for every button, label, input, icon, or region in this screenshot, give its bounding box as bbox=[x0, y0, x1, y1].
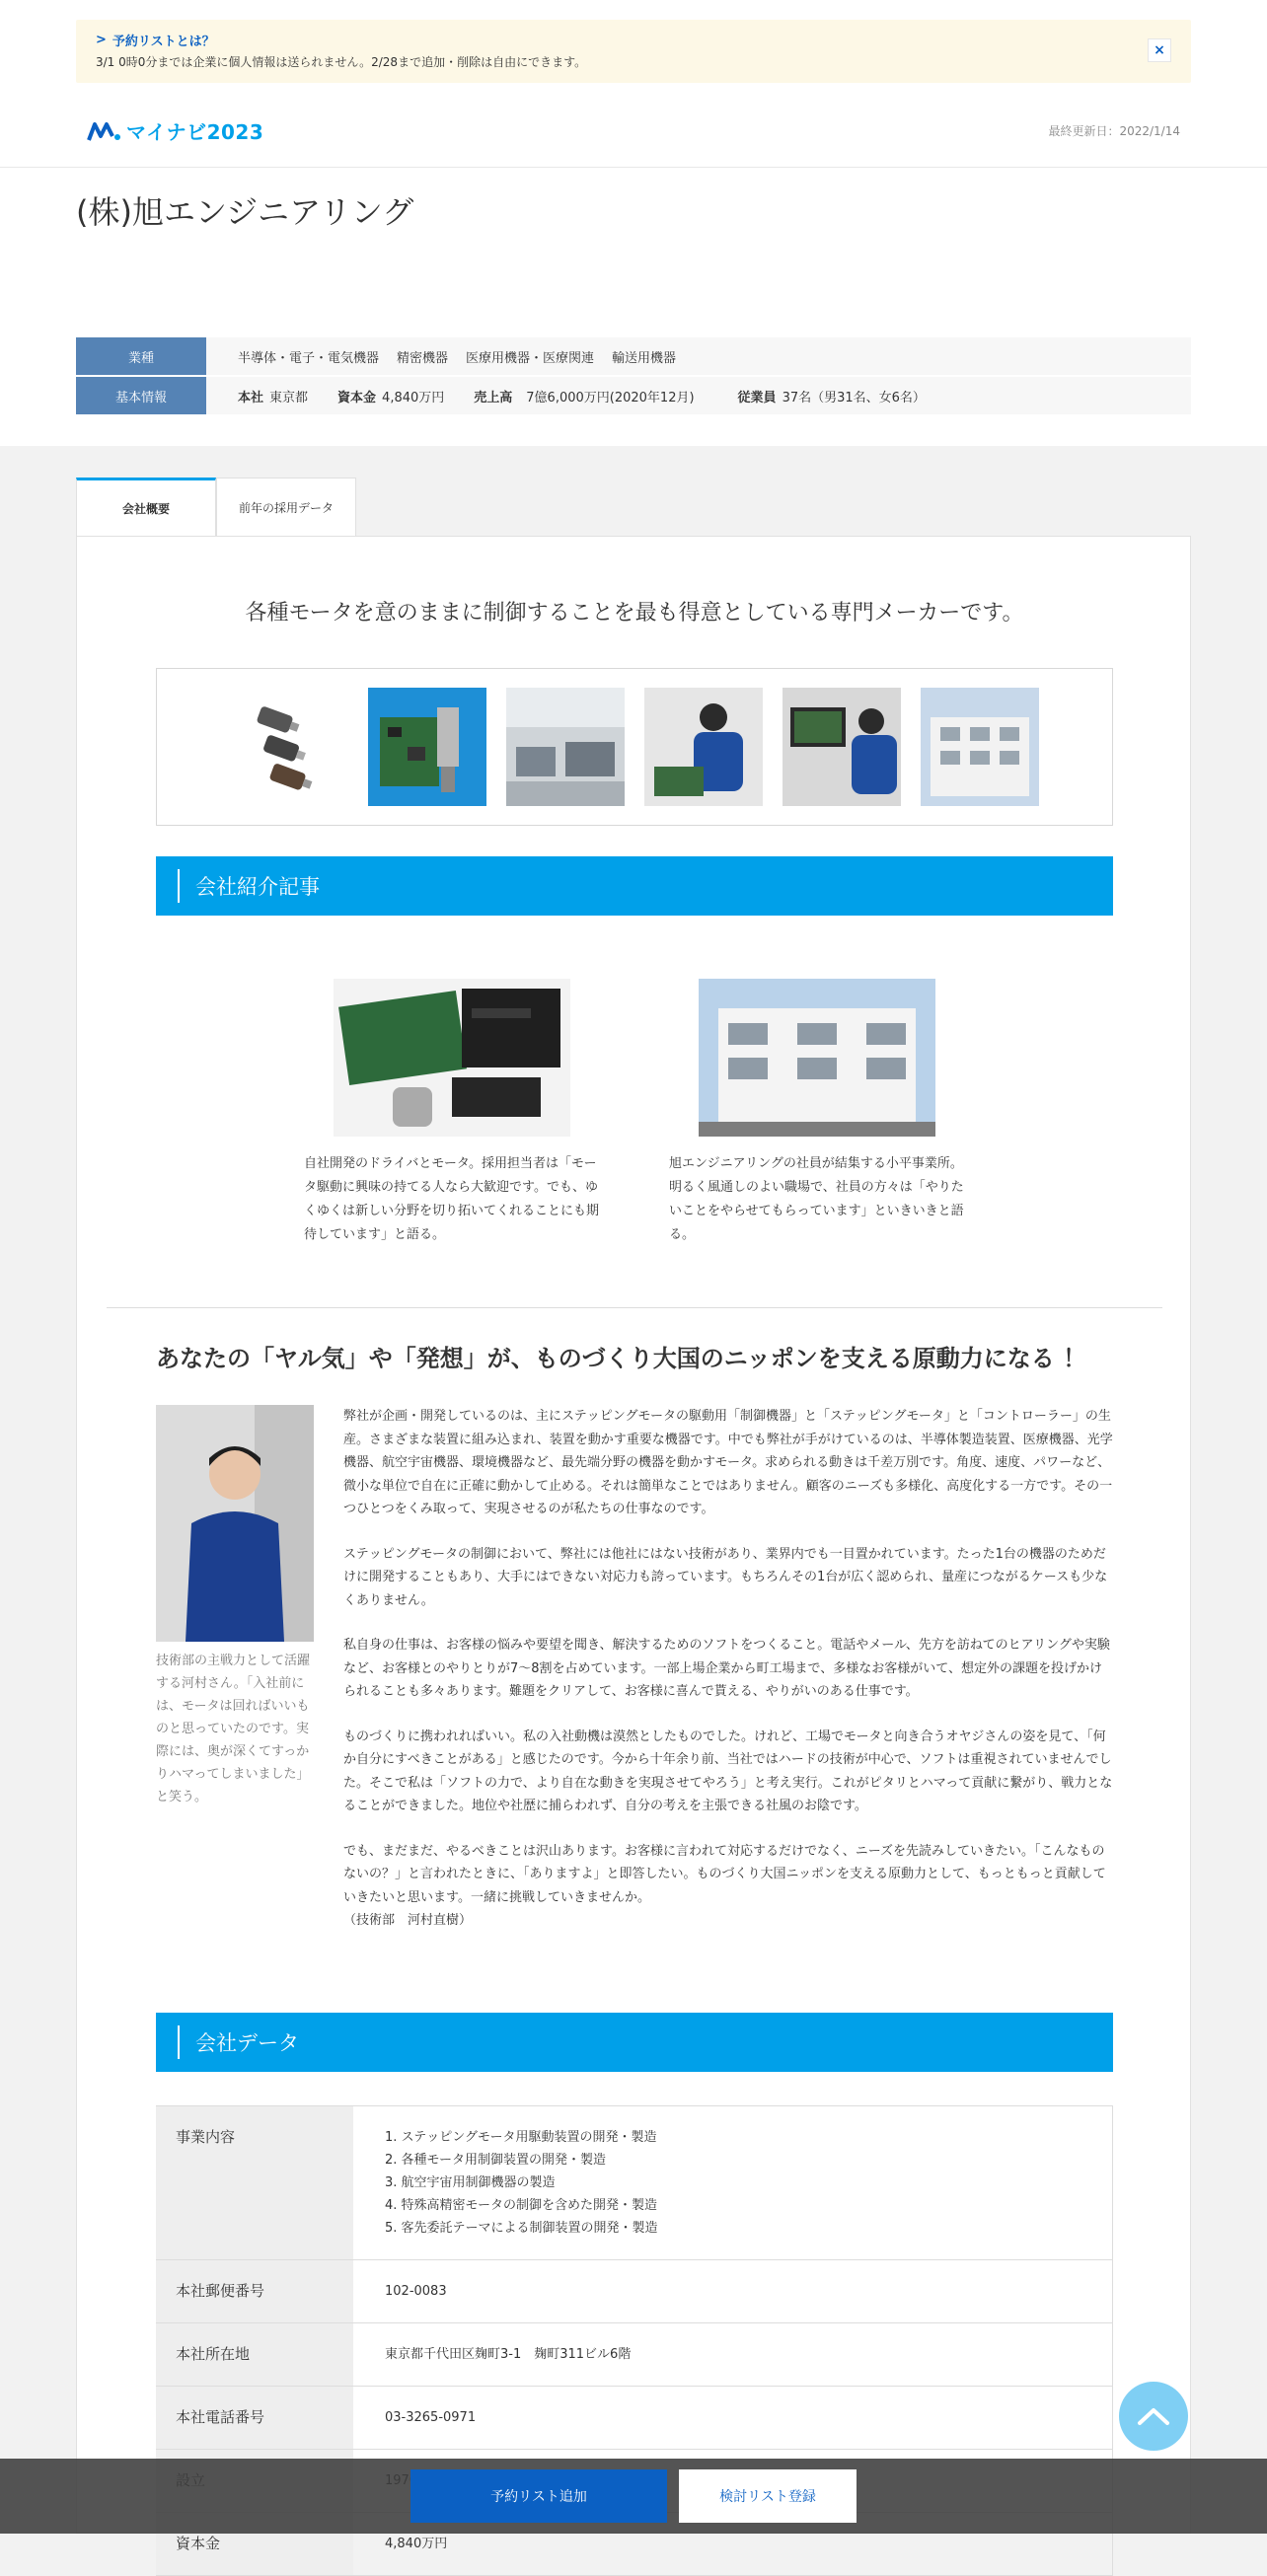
article-text: 旭エンジニアリングの社員が結集する小平事業所。明るく風通しのよい職場で、社員の方々は「やりたいことをやらせてもらっています」といきいきと語る。 bbox=[669, 1156, 964, 1242]
office-photo[interactable] bbox=[506, 688, 625, 806]
row-value: 1. ステッピングモータ用駆動装置の開発・製造 2. 各種モータ用制御装置の開発・製造 3. 航空宇宙用制御機器の製造 4. 特殊高精密モータの制御を含めた開発・製造 5. 客先委託テーマによる制御装置の開発・製造 bbox=[353, 2106, 1113, 2259]
mynavi-logo[interactable] bbox=[87, 116, 263, 145]
employees-info: 従業員 37名（男31名、女6名） bbox=[737, 390, 926, 405]
industry-label: 業種 bbox=[76, 337, 206, 375]
kodaira-office-photo[interactable] bbox=[699, 979, 935, 1137]
message-paragraph: ものづくりに携われればいい。私の入社動機は漠然としたものでした。けれど、工場でモータと向き合うオヤジさんの姿を見て、「何か自分にすべきことがある」と感じたのです。今から十年余り前、当社ではハードの技術が中心で、ソフトは重視されていませんでした。そこで私は「ソフトの力で、より自在な動きを実現させてやろう」と考え実行。これがピタリとハマって貢献に繋がり、戦力となることができました。地位や社歴に捕らわれず、自分の考えを主張できる社風のお陰です。 bbox=[343, 1729, 1113, 1813]
tab-bar bbox=[76, 478, 356, 537]
hq-info: 本社 東京都 bbox=[238, 390, 309, 405]
message-paragraph: ステッピングモータの制御において、弊社には他社にはない技術があり、業界内でも一目置かれています。たった1台の機器のためだけに開発することもあり、大手にはできない対応力も誇っています。もちろんその1台が広く認められ、量産につながるケースも少なくありません。 bbox=[343, 1546, 1108, 1608]
driver-motor-photo[interactable] bbox=[334, 979, 570, 1137]
capital-info: 資本金 4,840万円 bbox=[337, 390, 445, 405]
photo-gallery bbox=[156, 668, 1113, 826]
section-heading-message: あなたの「ヤル気」や「発想」が、ものづくり大国のニッポンを支える原動力になる ！ bbox=[156, 1345, 1087, 1372]
notice-banner bbox=[76, 20, 1191, 83]
row-label: 本社郵便番号 bbox=[156, 2260, 353, 2322]
chevron-up-icon bbox=[1137, 2406, 1170, 2426]
table-row bbox=[156, 2323, 1113, 2387]
logo-mark-icon bbox=[87, 120, 122, 142]
logo-text: マイナビ2023 bbox=[126, 120, 264, 144]
employee-profile bbox=[156, 1405, 314, 1808]
section-heading-company-data: 会社データ bbox=[156, 2013, 1113, 2072]
article-item[interactable] bbox=[304, 979, 600, 1247]
sales-info: 売上高 7億6,000万円(2020年12月) bbox=[474, 390, 695, 405]
industry-row bbox=[76, 337, 1191, 375]
row-value: 03-3265-0971 bbox=[353, 2387, 1113, 2449]
motor-photo[interactable] bbox=[230, 688, 348, 806]
article-text: 自社開発のドライバとモータ。採用担当者は「モータ駆動に興味の持てる人なら大歓迎です。でも、ゆくゆくは新しい分野を切り拓いてくれることにも期待しています」と語る。 bbox=[304, 1156, 600, 1242]
notice-title-text: 予約リストとは？ bbox=[112, 34, 215, 49]
industry-item[interactable]: 半導体・電子・電気機器 bbox=[238, 350, 380, 366]
industry-item[interactable]: 医療用機器・医療関連 bbox=[466, 350, 595, 366]
section-heading-articles: 会社紹介記事 bbox=[156, 856, 1113, 916]
table-row bbox=[156, 2260, 1113, 2323]
message-body bbox=[343, 1405, 1113, 1954]
close-icon[interactable]: × bbox=[1148, 38, 1171, 62]
catch-copy: 各種モータを意のままに制御することを最も得意としている専門メーカーです。 bbox=[245, 601, 1024, 626]
basic-values bbox=[206, 377, 1191, 414]
engineer-soldering-photo[interactable] bbox=[644, 688, 763, 806]
row-value: 4,840万円 bbox=[353, 2513, 1113, 2575]
add-reservation-list-button[interactable]: 予約リスト追加 bbox=[410, 2469, 667, 2523]
bottom-action-bar bbox=[0, 2459, 1267, 2534]
last-updated: 最終更新日：2022/1/14 bbox=[1048, 124, 1180, 138]
article-item[interactable] bbox=[669, 979, 965, 1247]
engineer-computer-photo[interactable] bbox=[783, 688, 901, 806]
scroll-to-top-button[interactable] bbox=[1119, 2382, 1188, 2451]
basic-info bbox=[76, 337, 1191, 416]
divider bbox=[107, 1307, 1162, 1308]
employee-photo bbox=[156, 1405, 314, 1642]
row-label: 本社電話番号 bbox=[156, 2387, 353, 2449]
notice-text: 3/1 0時0分までは企業に個人情報は送られません。2/28まで追加・削除は自由にできます。 bbox=[96, 55, 587, 69]
tab-recruit-data[interactable]: 前年の採用データ bbox=[216, 478, 356, 537]
chevron-right-icon: > bbox=[96, 32, 107, 47]
article-list bbox=[304, 979, 965, 1247]
company-name: (株)旭エンジニアリング bbox=[76, 193, 414, 231]
site-header bbox=[0, 99, 1267, 168]
main-panel bbox=[76, 536, 1191, 2552]
message-paragraph: でも、まだまだ、やるべきことは沢山あります。お客様に言われて対応するだけでなく、ニーズを先読みしていきたい。「こんなものないの？」と言われたときに、「ありますよ」と即答したい。ものづくり大国ニッポンを支える原動力として、もっともっと貢献していきたいと思います。一緒に挑戦していきませんか。 （技術部 河村直樹） bbox=[343, 1843, 1106, 1928]
industry-item[interactable]: 精密機器 bbox=[397, 350, 449, 366]
row-value: 東京都千代田区麹町3-1 麹町311ビル6階 bbox=[353, 2323, 1113, 2386]
tab-company-overview[interactable]: 会社概要 bbox=[76, 478, 216, 537]
basic-label: 基本情報 bbox=[76, 377, 206, 414]
message-paragraph: 私自身の仕事は、お客様の悩みや要望を聞き、解決するためのソフトをつくること。電話やメール、先方を訪ねてのヒアリングや実験など、お客様とのやりとりが7～8割を占めています。一部上場企業から町工場まで、多様なお客様がいて、想定外の課題を投げかけられることも多々あります。難題をクリアして、お客様に喜んで貰える、やりがいのある仕事です。 bbox=[343, 1638, 1110, 1699]
row-label: 資本金 bbox=[156, 2513, 353, 2575]
circuit-board-photo[interactable] bbox=[368, 688, 486, 806]
industry-values bbox=[206, 337, 1191, 375]
table-row bbox=[156, 2106, 1113, 2260]
row-value: 102-0083 bbox=[353, 2260, 1113, 2322]
add-consideration-list-button[interactable]: 検討リスト登録 bbox=[679, 2469, 857, 2523]
message-paragraph: 弊社が企画・開発しているのは、主にステッピングモータの駆動用「制御機器」と「ステッピングモータ」と「コントローラー」の生産。さまざまな装置に組み込まれ、装置を動かす重要な機器です。中でも弊社が手がけているのは、半導体製造装置、医療機器、光学機器、航空宇宙機器、環境機器など、最先端分野の機器を動かすモータ。求められる動きは千差万別です。角度、速度、パワーなど、微小な単位で自在に正確に動かして止める。それは簡単なことではありません。顧客のニーズも多様化、高度化する一方です。その一つひとつをくみ取って、実現させるのが私たちの仕事なのです。 bbox=[343, 1409, 1113, 1516]
employee-caption: 技術部の主戦力として活躍する河村さん。「入社前には、モータは回ればいいものと思っていたのです。実際には、奥が深くてすっかりハマってしまいました」と笑う。 bbox=[156, 1654, 311, 1804]
row-label: 本社所在地 bbox=[156, 2323, 353, 2386]
table-row bbox=[156, 2387, 1113, 2450]
building-photo[interactable] bbox=[921, 688, 1039, 806]
basic-row bbox=[76, 377, 1191, 414]
notice-title[interactable] bbox=[96, 30, 1171, 49]
industry-item[interactable]: 輸送用機器 bbox=[612, 350, 677, 366]
row-label: 事業内容 bbox=[156, 2106, 353, 2259]
